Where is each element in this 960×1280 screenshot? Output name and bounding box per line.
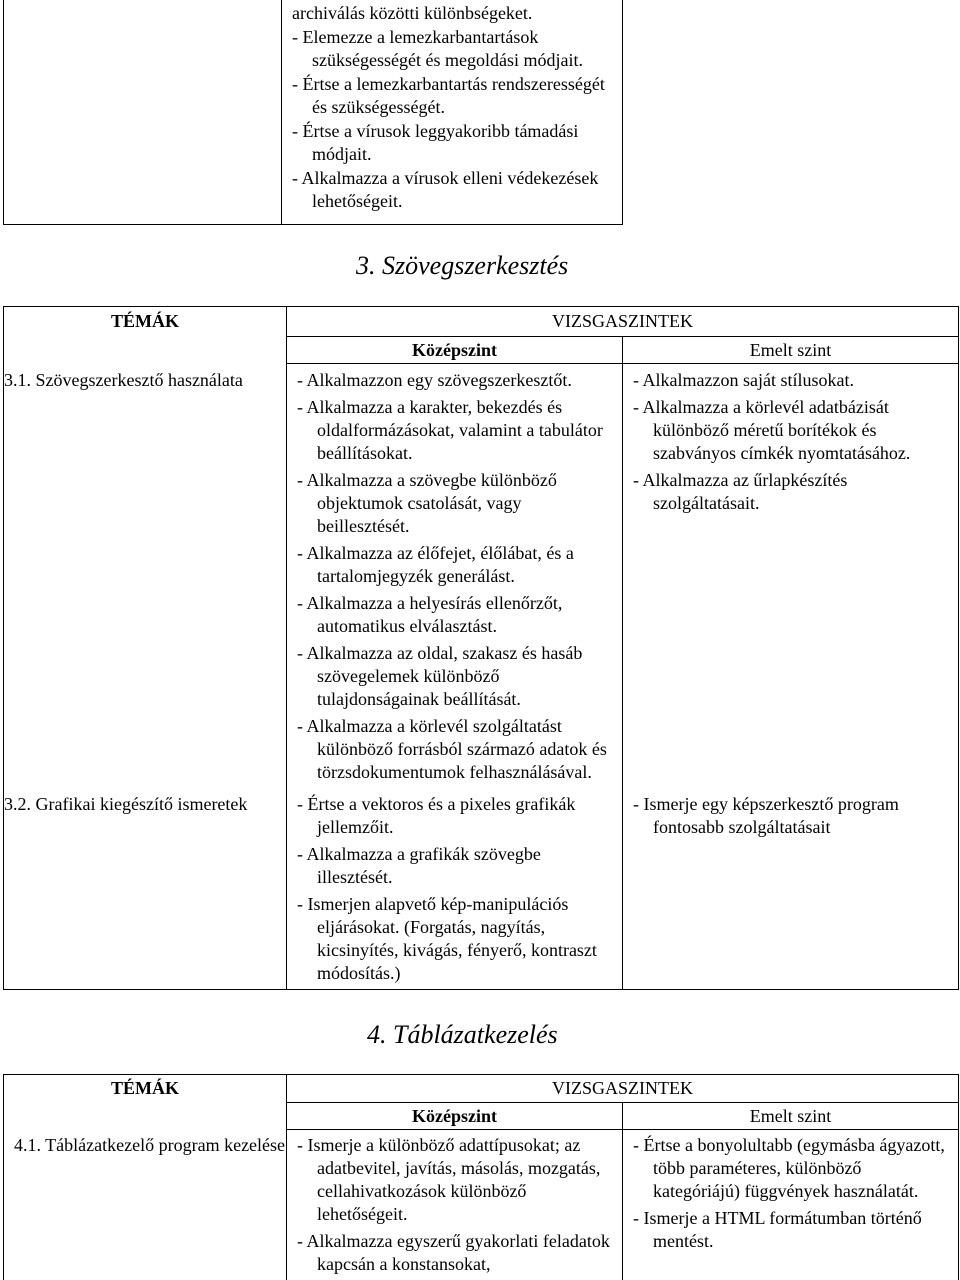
mid-level-header: Középszint <box>287 337 623 364</box>
advanced-level-header: Emelt szint <box>623 1103 959 1130</box>
list-item: - Alkalmazza a grafikák szövegbe illesztését. <box>297 843 616 889</box>
list-item: - Ismerjen alapvető kép-manipulációs eljárásokat. (Forgatás, nagyítás, kicsinyítés, kivágás, fényerő, kontraszt módosítás.) <box>297 893 616 985</box>
advanced-level-list <box>633 1134 952 1253</box>
themes-header: TÉMÁK <box>4 307 287 364</box>
exam-levels-header: VIZSGASZINTEK <box>287 307 959 337</box>
top-table-topic-cell <box>4 0 282 225</box>
advanced-level-header: Emelt szint <box>623 337 959 364</box>
list-item: - Alkalmazza az űrlapkészítés szolgáltatásait. <box>633 469 952 515</box>
top-table <box>3 0 623 225</box>
mid-level-header: Középszint <box>287 1103 623 1130</box>
list-item: - Alkalmazza a helyesírás ellenőrzőt, automatikus elválasztást. <box>297 592 616 638</box>
list-item: - Ismerje egy képszerkesztő program fontosabb szolgáltatásait <box>633 793 952 839</box>
topic-cell <box>4 1130 287 1280</box>
top-table-list <box>292 2 616 213</box>
list-item: - Értse a bonyolultabb (egymásba ágyazott, több paraméteres, különböző kategóriájú) függvények használatát. <box>633 1134 952 1203</box>
section-heading-4: 4. Táblázatkezelés <box>367 1020 558 1050</box>
advanced-level-list <box>633 793 952 839</box>
topic-cell <box>4 364 287 789</box>
mid-level-list <box>297 793 616 985</box>
list-item: - Alkalmazzon saját stílusokat. <box>633 369 952 392</box>
list-item: - Ismerje a HTML formátumban történő mentést. <box>633 1207 952 1253</box>
topic-label: 3.2. Grafikai kiegészítő ismeretek <box>4 788 286 816</box>
list-item: - Alkalmazza az oldal, szakasz és hasáb szövegelemek különböző tulajdonságainak beállítását. <box>297 642 616 711</box>
top-table-content-cell <box>282 0 623 225</box>
topic-label: 3.1. Szövegszerkesztő használata <box>4 364 286 392</box>
advanced-level-cell <box>623 788 959 990</box>
exam-levels-header: VIZSGASZINTEK <box>287 1075 959 1103</box>
themes-header: TÉMÁK <box>4 1075 287 1130</box>
mid-level-list <box>297 369 616 784</box>
list-item: - Értse a vektoros és a pixeles grafikák jellemzőit. <box>297 793 616 839</box>
section4-table <box>3 1074 959 1280</box>
mid-level-list <box>297 1134 616 1276</box>
advanced-level-cell <box>623 364 959 789</box>
list-item: - Alkalmazza a szövegbe különböző objektumok csatolását, vagy beillesztését. <box>297 469 616 538</box>
list-item: - Ismerje a különböző adattípusokat; az adatbevitel, javítás, másolás, mozgatás, cellahivatkozások különböző lehetőségeit. <box>297 1134 616 1226</box>
list-item: archiválás közötti különbségeket. <box>292 2 616 25</box>
mid-level-cell <box>287 364 623 789</box>
list-item: - Alkalmazza a körlevél szolgáltatást különböző forrásból származó adatok és törzsdokumentumok felhasználásával. <box>297 715 616 784</box>
advanced-level-list <box>633 369 952 515</box>
list-item: - Elemezze a lemezkarbantartások szükségességét és megoldási módjait. <box>292 26 616 72</box>
mid-level-cell <box>287 788 623 990</box>
list-item: - Alkalmazza az élőfejet, élőlábat, és a tartalomjegyzék generálást. <box>297 542 616 588</box>
list-item: - Alkalmazza egyszerű gyakorlati feladatok kapcsán a konstansokat, <box>297 1230 616 1276</box>
list-item: - Alkalmazza a vírusok elleni védekezések lehetőségeit. <box>292 167 616 213</box>
list-item: - Értse a vírusok leggyakoribb támadási módjait. <box>292 120 616 166</box>
topic-cell <box>4 788 287 990</box>
list-item: - Értse a lemezkarbantartás rendszerességét és szükségességét. <box>292 73 616 119</box>
list-item: - Alkalmazza a körlevél adatbázisát különböző méretű borítékok és szabványos címkék nyomtatásához. <box>633 396 952 465</box>
advanced-level-cell <box>623 1130 959 1280</box>
list-item: - Alkalmazza a karakter, bekezdés és oldalformázásokat, valamint a tabulátor beállításokat. <box>297 396 616 465</box>
mid-level-cell <box>287 1130 623 1280</box>
section3-table <box>3 306 959 990</box>
list-item: - Alkalmazzon egy szövegszerkesztőt. <box>297 369 616 392</box>
section-heading-3: 3. Szövegszerkesztés <box>356 251 568 281</box>
topic-label: 4.1. Táblázatkezelő program kezelése <box>4 1130 286 1157</box>
